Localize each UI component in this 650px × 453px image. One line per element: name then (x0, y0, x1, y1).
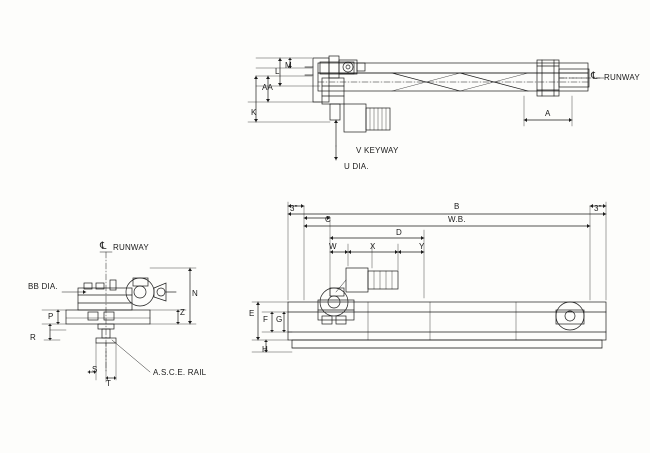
label-front-e: E (249, 309, 255, 318)
label-end-p: P (48, 312, 54, 321)
label-top-l: L (275, 67, 280, 76)
label-top-runway: RUNWAY (604, 73, 640, 82)
label-front-w: W (329, 242, 337, 251)
label-front-y: Y (419, 242, 425, 251)
label-front-x: X (370, 242, 376, 251)
label-end-s: S (92, 365, 98, 374)
label-front-wb: W.B. (448, 215, 466, 224)
label-top-a: A (545, 109, 551, 118)
label-front-b: B (454, 202, 460, 211)
label-end-bb-dia: BB DIA. (28, 282, 58, 291)
label-front-right-margin: 3" (594, 204, 602, 213)
label-top-k: K (251, 108, 257, 117)
label-end-runway: RUNWAY (113, 243, 149, 252)
label-front-left-margin: 3" (290, 204, 298, 213)
label-top-aa: AA (262, 83, 274, 92)
label-top-v-keyway: V KEYWAY (356, 146, 399, 155)
label-end-t: T (106, 379, 112, 388)
label-end-n: N (192, 289, 198, 298)
label-front-f: F (263, 315, 269, 324)
label-end-r: R (30, 333, 36, 342)
label-end-z: Z (180, 308, 186, 317)
centerline-icon-top: ℄ (591, 71, 598, 82)
label-top-u-dia: U DIA. (344, 162, 369, 171)
label-front-d: D (396, 228, 402, 237)
label-front-c: C (325, 215, 331, 224)
label-front-h: H (262, 345, 268, 354)
label-top-m: M (285, 61, 292, 70)
label-front-g: G (276, 315, 283, 324)
centerline-icon-end: ℄ (100, 241, 107, 252)
label-end-asce-rail: A.S.C.E. RAIL (153, 368, 207, 377)
